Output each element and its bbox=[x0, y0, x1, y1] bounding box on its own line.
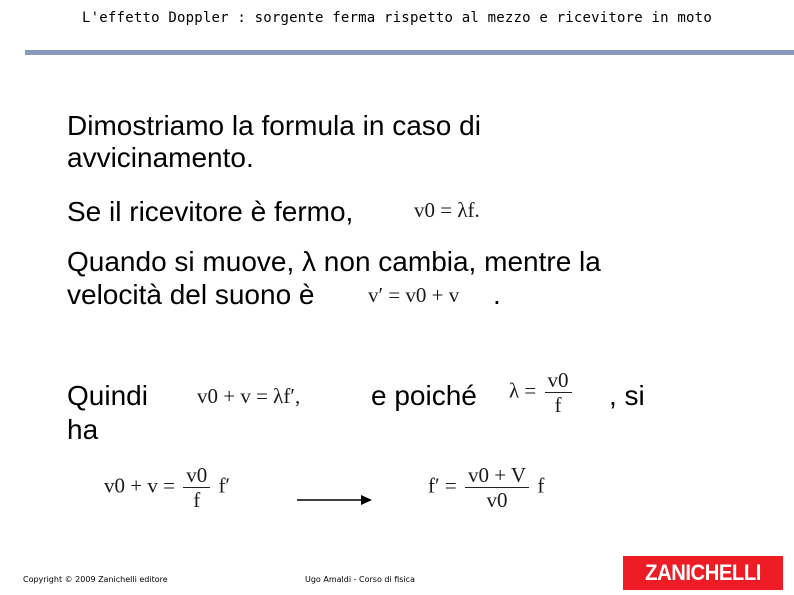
formula-lhs: f′ = bbox=[428, 473, 457, 498]
formula-lhs: v0 bbox=[414, 198, 435, 222]
ha-label: ha bbox=[67, 414, 99, 445]
formula-v0-lambda-f bbox=[414, 198, 480, 223]
fraction bbox=[545, 368, 572, 417]
si-label: , si bbox=[609, 380, 645, 411]
footer-copyright: Copyright © 2009 Zanichelli editore bbox=[23, 575, 168, 584]
fraction-denominator: f bbox=[193, 488, 201, 512]
paragraph-1-line-1: Dimostriamo la formula in caso di bbox=[67, 110, 481, 141]
formula-step-2 bbox=[428, 463, 544, 512]
quindi-label: Quindi bbox=[67, 380, 148, 411]
paragraph-2: Se il ricevitore è fermo, bbox=[67, 196, 354, 227]
fraction-numerator: v0 bbox=[545, 368, 572, 393]
fraction bbox=[183, 463, 210, 512]
formula-rhs: f′ bbox=[218, 473, 231, 498]
formula-step-1 bbox=[104, 463, 230, 512]
formula-lhs: λ = bbox=[509, 378, 537, 403]
slide-title: L'effetto Doppler : sorgente ferma rispetto al mezzo e ricevitore in moto bbox=[82, 10, 712, 26]
paragraph-3-line-1: Quando si muove, λ non cambia, mentre la bbox=[67, 246, 601, 277]
formula-v-prime bbox=[368, 283, 459, 308]
paragraph-3-period: . bbox=[493, 279, 501, 310]
zanichelli-logo: ZANICHELLI bbox=[623, 556, 783, 590]
formula-v0-plus-v bbox=[197, 384, 300, 409]
formula-lhs: v′ bbox=[368, 283, 384, 307]
fraction-denominator: f bbox=[554, 393, 562, 417]
right-arrow-icon bbox=[297, 494, 372, 506]
formula-lhs: v0 + v = bbox=[104, 473, 175, 498]
fraction bbox=[465, 463, 529, 512]
footer-course: Ugo Amaldi - Corso di fisica bbox=[305, 575, 415, 584]
formula-lhs: v0 + v bbox=[197, 384, 251, 408]
formula-rhs: f bbox=[537, 473, 545, 498]
e-poiche-label: e poiché bbox=[371, 380, 477, 411]
fraction-denominator: v0 bbox=[486, 488, 508, 512]
formula-rhs: = λf′, bbox=[256, 384, 301, 408]
formula-rhs: = v0 + v bbox=[388, 283, 460, 307]
fraction-numerator: v0 bbox=[183, 463, 210, 488]
paragraph-1-line-2: avvicinamento. bbox=[67, 142, 254, 173]
fraction-numerator: v0 + V bbox=[465, 463, 529, 488]
formula-rhs: = λf. bbox=[440, 198, 480, 222]
paragraph-3-line-2: velocità del suono è bbox=[67, 279, 315, 310]
title-underline bbox=[25, 50, 794, 55]
formula-lambda-fraction bbox=[509, 368, 575, 417]
